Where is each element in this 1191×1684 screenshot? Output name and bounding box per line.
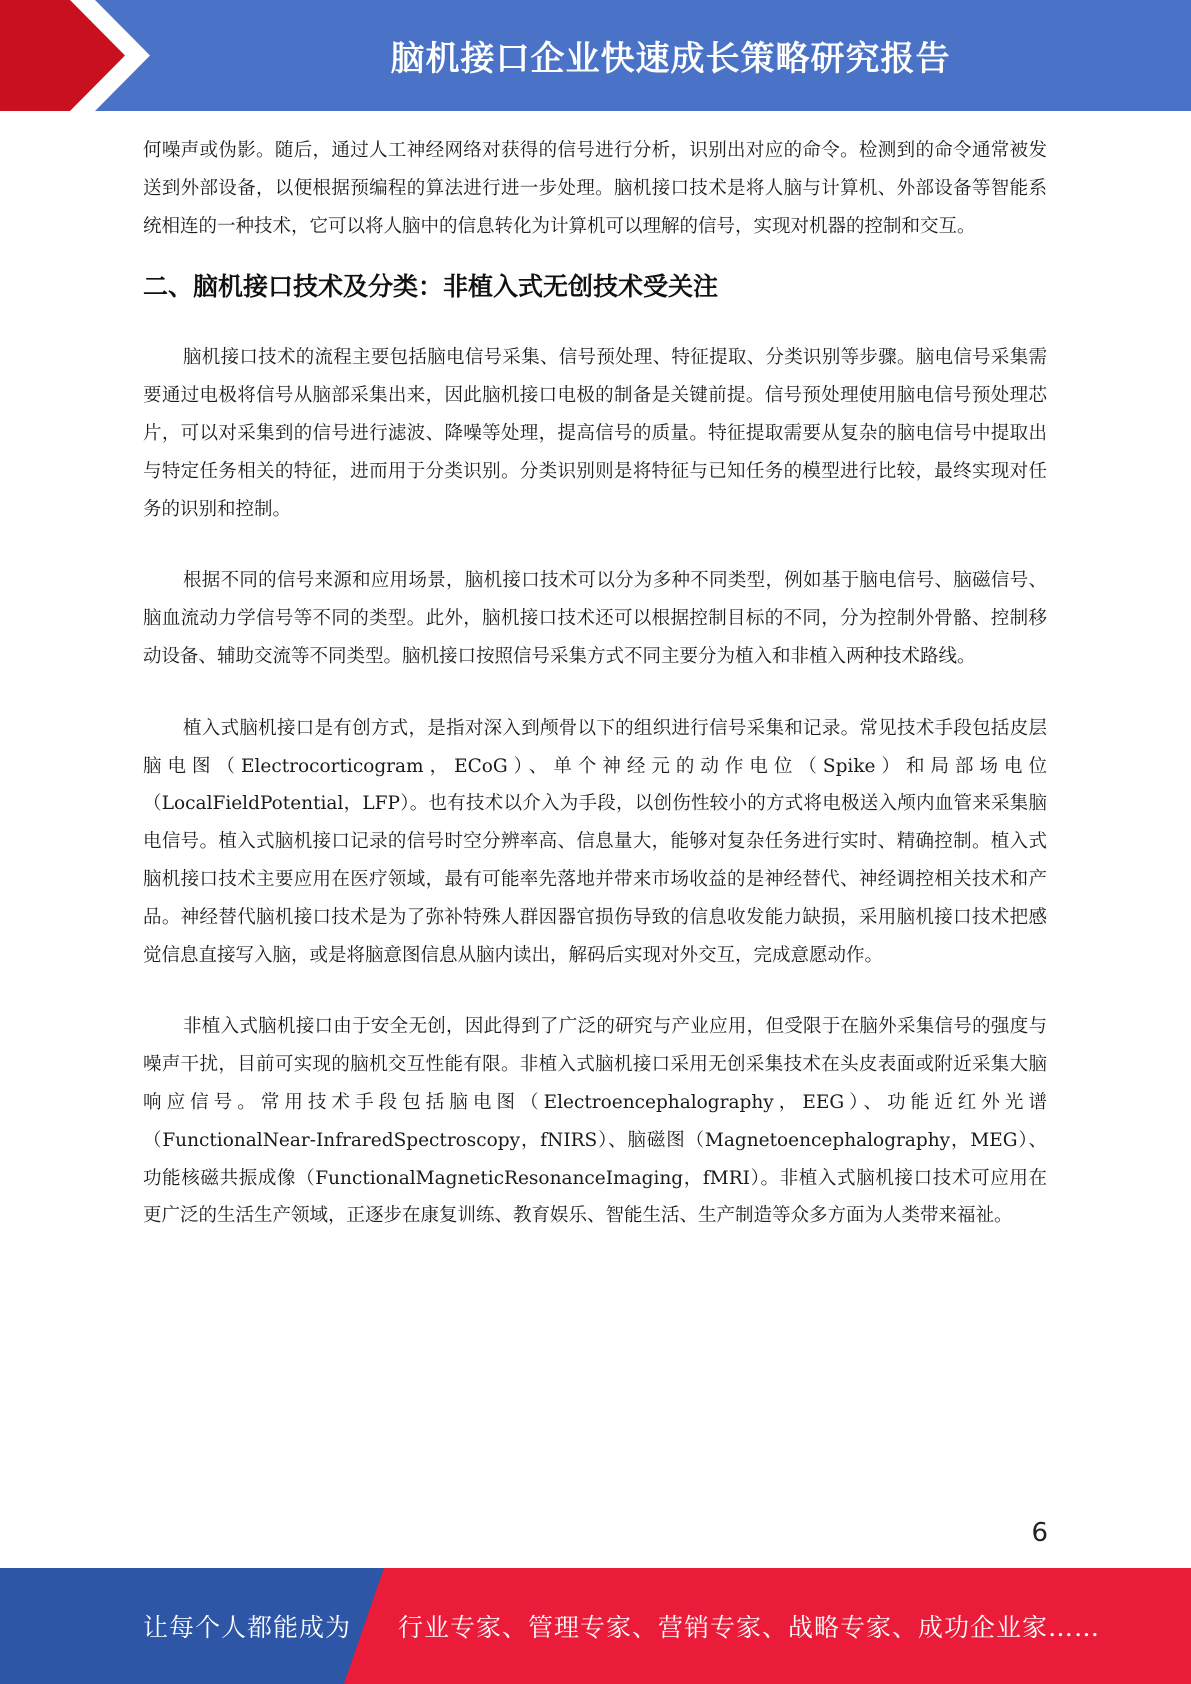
- footer-slogan-right: 行业专家、管理专家、营销专家、战略专家、成功企业家……: [398, 1613, 1101, 1642]
- paragraph-invasive: 植入式脑机接口是有创方式，是指对深入到颅骨以下的组织进行信号采集和记录。常见技术手段包括皮层脑电图（Electrocorticogram，ECoG）、单个神经元的动作电位（Spike）和局部场电位（LocalFieldPotential，LFP）。也有技术以介入为手段，以创伤性较小的方式将电极送入颅内血管来采集脑电信号。植入式脑机接口记录的信号时空分辨率高、信息量大，能够对复杂任务进行实时、精确控制。植入式脑机接口技术主要应用在医疗领域，最有可能率先落地并带来市场收益的是神经替代、神经调控相关技术和产品。神经替代脑机接口技术是为了弥补特殊人群因器官损伤导致的信息收发能力缺损，采用脑机接口技术把感觉信息直接写入脑，或是将脑意图信息从脑内读出，解码后实现对外交互，完成意愿动作。: [143, 717, 1047, 966]
- main-content: [143, 132, 1047, 1235]
- paragraph-non-invasive: 非植入式脑机接口由于安全无创，因此得到了广泛的研究与产业应用，但受限于在脑外采集信号的强度与噪声干扰，目前可实现的脑机交互性能有限。非植入式脑机接口采用无创采集技术在头皮表面或附近采集大脑响应信号。常用技术手段包括脑电图（Electroencephalography，EEG）、功能近红外光谱（FunctionalNear-InfraredSpectroscopy，fNIRS）、脑磁图（Magnetoencephalography，MEG）、功能核磁共振成像（FunctionalMagneticResonanceImaging，fMRI）。非植入式脑机接口技术可应用在更广泛的生活生产领域，正逐步在康复训练、教育娱乐、智能生活、生产制造等众多方面为人类带来福祉。: [143, 1016, 1047, 1227]
- paragraph-types: 根据不同的信号来源和应用场景，脑机接口技术可以分为多种不同类型，例如基于脑电信号、脑磁信号、脑血流动力学信号等不同的类型。此外，脑机接口技术还可以根据控制目标的不同，分为控制外骨骼、控制移动设备、辅助交流等不同类型。脑机接口按照信号采集方式不同主要分为植入和非植入两种技术路线。: [143, 570, 1047, 667]
- paragraph-process: 脑机接口技术的流程主要包括脑电信号采集、信号预处理、特征提取、分类识别等步骤。脑电信号采集需要通过电极将信号从脑部采集出来，因此脑机接口电极的制备是关键前提。信号预处理使用脑电信号预处理芯片，可以对采集到的信号进行滤波、降噪等处理，提高信号的质量。特征提取需要从复杂的脑电信号中提取出与特定任务相关的特征，进而用于分类识别。分类识别则是将特征与已知任务的模型进行比较，最终实现对任务的识别和控制。: [143, 347, 1047, 520]
- header-banner: [0, 0, 1191, 111]
- footer-slogan-left: 让每个人都能成为: [143, 1613, 352, 1642]
- page-number: 6: [1031, 1518, 1048, 1548]
- header-arrow-accent: [0, 0, 160, 111]
- section-heading: 二、脑机接口技术及分类：非植入式无创技术受关注: [143, 272, 719, 302]
- intro-paragraph: 何噪声或伪影。随后，通过人工神经网络对获得的信号进行分析，识别出对应的命令。检测到的命令通常被发送到外部设备，以便根据预编程的算法进行进一步处理。脑机接口技术是将人脑与计算机、外部设备等智能系统相连的一种技术，它可以将人脑中的信息转化为计算机可以理解的信号，实现对机器的控制和交互。: [143, 140, 1047, 237]
- footer-banner: [0, 1568, 1191, 1684]
- report-title: 脑机接口企业快速成长策略研究报告: [390, 39, 951, 79]
